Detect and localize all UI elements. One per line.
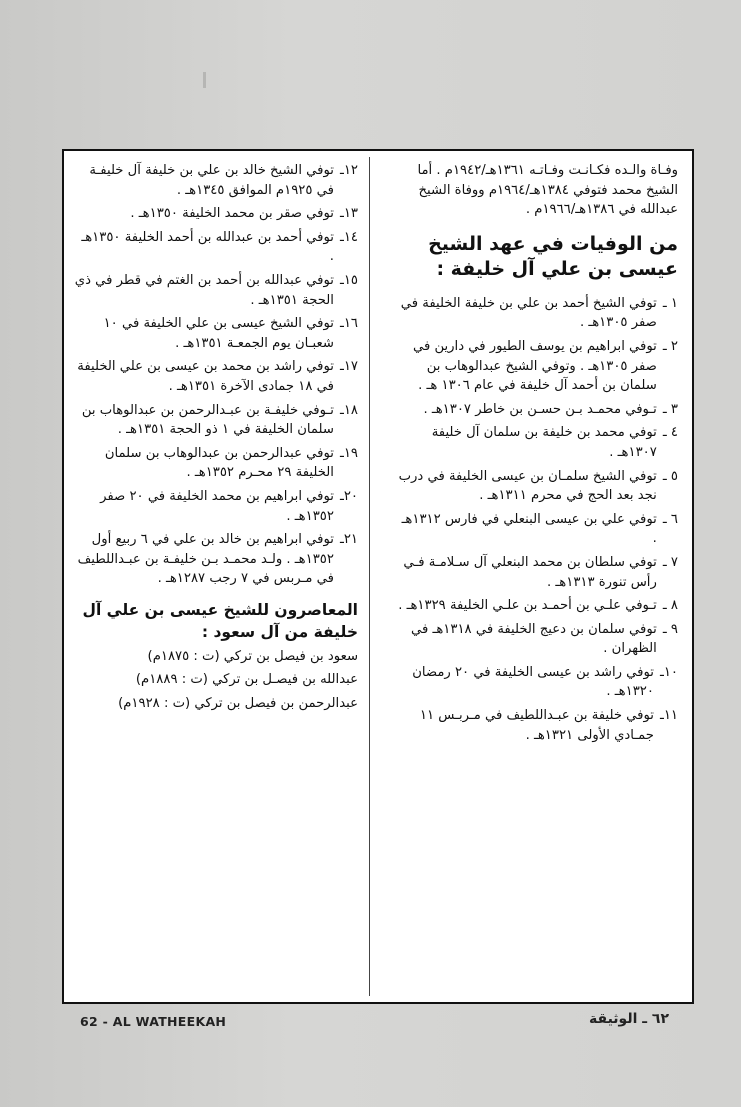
section-heading-deaths: من الوفيات في عهد الشيخ عيسى بن علي آل خليفة : [428, 232, 678, 280]
item-text: توفي سلطان بن محمد البنعلي آل سـلامـة فـي رأس تنورة ١٣١٣هـ . [403, 554, 657, 590]
scan-mark [203, 72, 206, 88]
item-text: توفي الشيخ أحمد بن علي بن خليفة الخليفة في صفر ١٣٠٥هـ . [400, 295, 657, 331]
item-number: ١٣ـ [339, 206, 358, 222]
item-number: ١٧ـ [339, 359, 358, 375]
item-number: ٢ ـ [662, 338, 678, 354]
contemporary-entry: عبدالرحمن بن فيصل بن تركي (ت : ١٩٢٨م) [118, 696, 358, 712]
item-text: توفي خليفة بن عبـداللطيف في مـربـس ١١ جمـادي الأولى ١٣٢١هـ . [419, 708, 654, 743]
list-item [396, 620, 678, 659]
item-number: ١٦ـ [339, 316, 358, 332]
item-text: تـوفي خليفـة بن عبـدالرحمن بن عبدالوهاب بن سلمان الخليفة في ١ ذو الحجة ١٣٥١هـ . [81, 402, 334, 438]
list-item [396, 400, 678, 420]
deaths-list-right [396, 294, 678, 745]
item-text: توفي ابراهيم بن خالد بن علي في ٦ ربيع أول ١٣٥٢هـ . ولـد محمـد بـن خليفـة بن عبـداللطيف في مـربس في ٧ رجب ١٢٨٧هـ . [77, 532, 334, 587]
item-number: ٢١ـ [339, 532, 358, 548]
list-item [74, 444, 358, 483]
list-item [74, 228, 358, 267]
item-text: توفي علي بن عيسى البنعلي في فارس ١٣١٢هـ . [401, 511, 657, 547]
item-text: توفي الشيخ خالد بن علي بن خليفة آل خليفـة في ١٩٢٥م الموافق ١٣٤٥هـ . [89, 163, 334, 198]
item-number: ١ ـ [662, 295, 678, 311]
item-text: توفي الشيخ سلمـان بن عيسى الخليفة في درب نجد بعد الحج في محرم ١٣١١هـ . [398, 468, 657, 504]
list-item [396, 553, 678, 592]
item-text: توفي سلمان بن دعيج الخليفة في ١٣١٨هـ في الظهران . [410, 621, 657, 657]
contemporary-entry: سعود بن فيصل بن تركي (ت : ١٨٧٥م) [147, 648, 358, 664]
article-frame [62, 149, 694, 1004]
list-item [396, 294, 678, 333]
item-text: توفي الشيخ عيسى بن علي الخليفة في ١٠ شعبـان يوم الجمعـة ١٣٥١هـ . [103, 316, 334, 351]
left-column [74, 161, 358, 1002]
column-divider [369, 157, 370, 996]
item-text: تـوفي علـي بن أحمـد بن علـي الخليفة ١٣٢٩هـ . [398, 598, 657, 614]
item-text: تـوفي محمـد بـن حسـن بن خاطر ١٣٠٧هـ . [423, 401, 657, 417]
list-item [396, 467, 678, 506]
list-item [74, 357, 358, 396]
item-number: ١٩ـ [339, 445, 358, 461]
list-item [396, 663, 678, 702]
item-text: توفي صقر بن محمد الخليفة ١٣٥٠هـ . [130, 206, 334, 222]
contemporaries-list [74, 647, 358, 714]
item-text: توفي ابراهيم بن يوسف الطيور في دارين في صفر ١٣٠٥هـ . وتوفي الشيخ عبدالوهاب بن سلمان بن أحمد آل خليفة في عام ١٣٠٦ هـ . [412, 338, 657, 394]
list-item [74, 161, 358, 200]
item-number: ٦ ـ [662, 511, 678, 527]
contemporary-entry: عبدالله بن فيصـل بن تركي (ت : ١٨٨٩م) [135, 672, 358, 688]
list-item [74, 530, 358, 589]
item-text: توفي محمد بن خليفة بن سلمان آل خليفة ١٣٠٧هـ . [431, 425, 657, 460]
item-number: ١٠ـ [659, 664, 678, 680]
list-item [74, 204, 358, 224]
section-heading-contemporaries: المعاصرون للشيخ عيسى بن علي آل خليفة من آل سعود : [82, 600, 358, 641]
item-text: توفي ابراهيم بن محمد الخليفة في ٢٠ صفر ١٣٥٢هـ . [100, 488, 334, 524]
item-number: ١٥ـ [339, 272, 358, 288]
item-number: ١٢ـ [339, 163, 358, 178]
list-item [396, 337, 678, 396]
item-number: ٨ ـ [662, 598, 678, 614]
item-text: توفي عبدالله بن أحمد بن الغتم في قطر في ذي الحجة ١٣٥١هـ . [74, 272, 334, 308]
right-column [396, 161, 678, 1002]
list-item [74, 487, 358, 526]
item-text: توفي راشد بن عيسى الخليفة في ٢٠ رمضان ١٣٢٠هـ . [412, 664, 654, 700]
item-text: توفي أحمد بن عبدالله بن أحمد الخليفة ١٣٥٠هـ . [81, 229, 334, 265]
item-number: ٤ ـ [662, 425, 678, 441]
item-number: ٩ ـ [662, 621, 678, 637]
list-item [74, 271, 358, 310]
item-text: توفي راشد بن محمد بن عيسى بن علي الخليفة في ١٨ جمادى الآخرة ١٣٥١هـ . [77, 359, 334, 394]
footer-magazine-ar: ٦٢ ـ الوثيقة [589, 1011, 669, 1027]
list-item [396, 706, 678, 745]
footer-magazine-en: 62 - AL WATHEEKAH [80, 1014, 227, 1029]
intro-paragraph: وفـاة والـده فكـانـت وفـاتـه ١٣٦١هـ/١٩٤٢م . أما الشيخ محمد فتوفي ١٣٨٤هـ/١٩٦٤م ووفاة الشيخ عبدالله في ١٣٨٦هـ/١٩٦٦م . [417, 163, 678, 218]
item-number: ١٤ـ [339, 229, 358, 245]
list-item [396, 423, 678, 462]
list-item [396, 510, 678, 549]
list-item [74, 401, 358, 440]
item-number: ٢٠ـ [339, 488, 358, 504]
list-item [74, 314, 358, 353]
deaths-list-left [74, 161, 358, 589]
item-number: ١١ـ [659, 708, 678, 724]
item-number: ٥ ـ [662, 468, 678, 484]
list-item [396, 596, 678, 616]
item-number: ٣ ـ [662, 401, 678, 417]
item-text: توفي عبدالرحمن بن عبدالوهاب بن سلمان الخليفة ٢٩ محـرم ١٣٥٢هـ . [104, 445, 334, 481]
item-number: ١٨ـ [339, 402, 358, 418]
item-number: ٧ ـ [662, 554, 678, 570]
